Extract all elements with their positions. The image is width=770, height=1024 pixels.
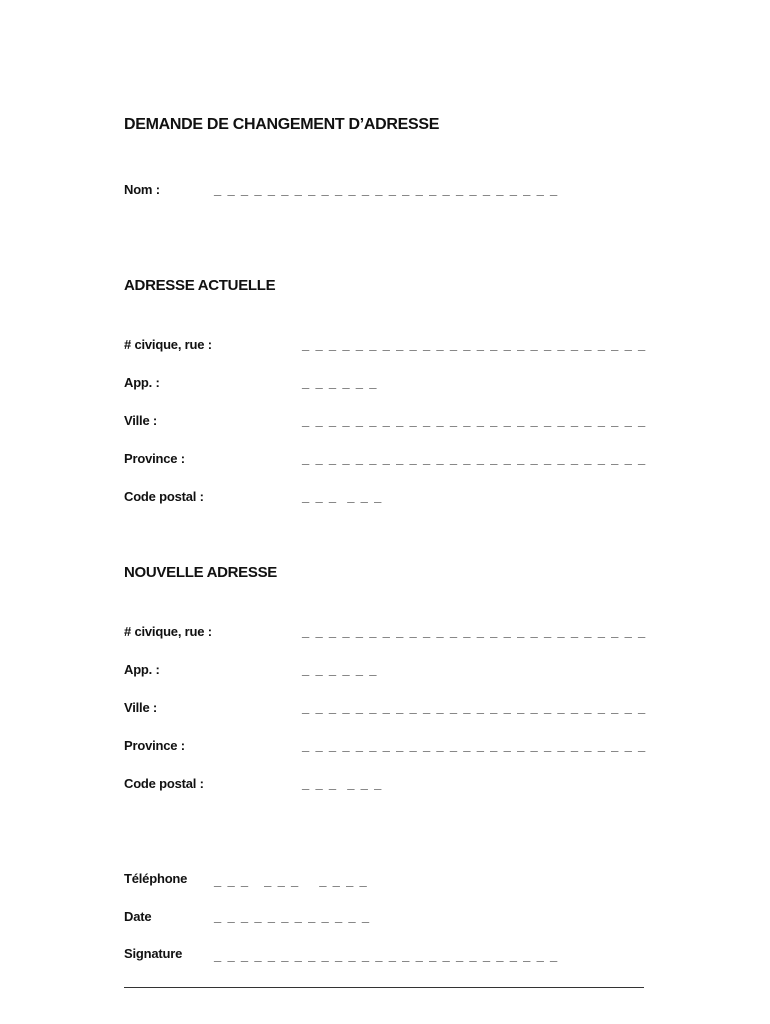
date-field[interactable]: _ _ _ _ _ _ _ _ _ _ _ _: [214, 909, 371, 924]
current-province-label: Province :: [124, 451, 185, 466]
new-city-field[interactable]: _ _ _ _ _ _ _ _ _ _ _ _ _ _ _ _ _ _ _ _ _ _ _ _ _ _: [302, 700, 647, 715]
date-label: Date: [124, 909, 152, 924]
nom-field[interactable]: _ _ _ _ _ _ _ _ _ _ _ _ _ _ _ _ _ _ _ _ _ _ _ _ _ _: [214, 182, 559, 197]
current-apt-label: App. :: [124, 375, 160, 390]
new-apt-label: App. :: [124, 662, 160, 677]
current-province-field[interactable]: _ _ _ _ _ _ _ _ _ _ _ _ _ _ _ _ _ _ _ _ _ _ _ _ _ _: [302, 451, 647, 466]
new-province-label: Province :: [124, 738, 185, 753]
new-postal-label: Code postal :: [124, 776, 204, 791]
signature-field[interactable]: _ _ _ _ _ _ _ _ _ _ _ _ _ _ _ _ _ _ _ _ _ _ _ _ _ _: [214, 948, 559, 963]
new-apt-field[interactable]: _ _ _ _ _ _: [302, 662, 378, 677]
new-city-label: Ville :: [124, 700, 158, 715]
new-postal-field[interactable]: _ _ _ _ _ _: [302, 776, 383, 791]
new-street-label: # civique, rue :: [124, 624, 212, 639]
current-city-label: Ville :: [124, 413, 158, 428]
telephone-label: Téléphone: [124, 871, 188, 886]
current-postal-field[interactable]: _ _ _ _ _ _: [302, 489, 383, 504]
signature-label: Signature: [124, 946, 183, 961]
nom-label: Nom :: [124, 182, 160, 197]
current-street-label: # civique, rue :: [124, 337, 212, 352]
current-address-heading: ADRESSE ACTUELLE: [124, 277, 276, 294]
telephone-field[interactable]: _ _ _ _ _ _ _ _ _ _: [214, 873, 369, 888]
new-province-field[interactable]: _ _ _ _ _ _ _ _ _ _ _ _ _ _ _ _ _ _ _ _ _ _ _ _ _ _: [302, 738, 647, 753]
page-title: DEMANDE DE CHANGEMENT D’ADRESSE: [124, 116, 440, 133]
new-street-field[interactable]: _ _ _ _ _ _ _ _ _ _ _ _ _ _ _ _ _ _ _ _ _ _ _ _ _ _: [302, 624, 647, 639]
current-street-field[interactable]: _ _ _ _ _ _ _ _ _ _ _ _ _ _ _ _ _ _ _ _ _ _ _ _ _ _: [302, 337, 647, 352]
current-apt-field[interactable]: _ _ _ _ _ _: [302, 375, 378, 390]
footer-divider: [124, 987, 644, 988]
current-postal-label: Code postal :: [124, 489, 204, 504]
current-city-field[interactable]: _ _ _ _ _ _ _ _ _ _ _ _ _ _ _ _ _ _ _ _ _ _ _ _ _ _: [302, 413, 647, 428]
new-address-heading: NOUVELLE ADRESSE: [124, 564, 278, 581]
